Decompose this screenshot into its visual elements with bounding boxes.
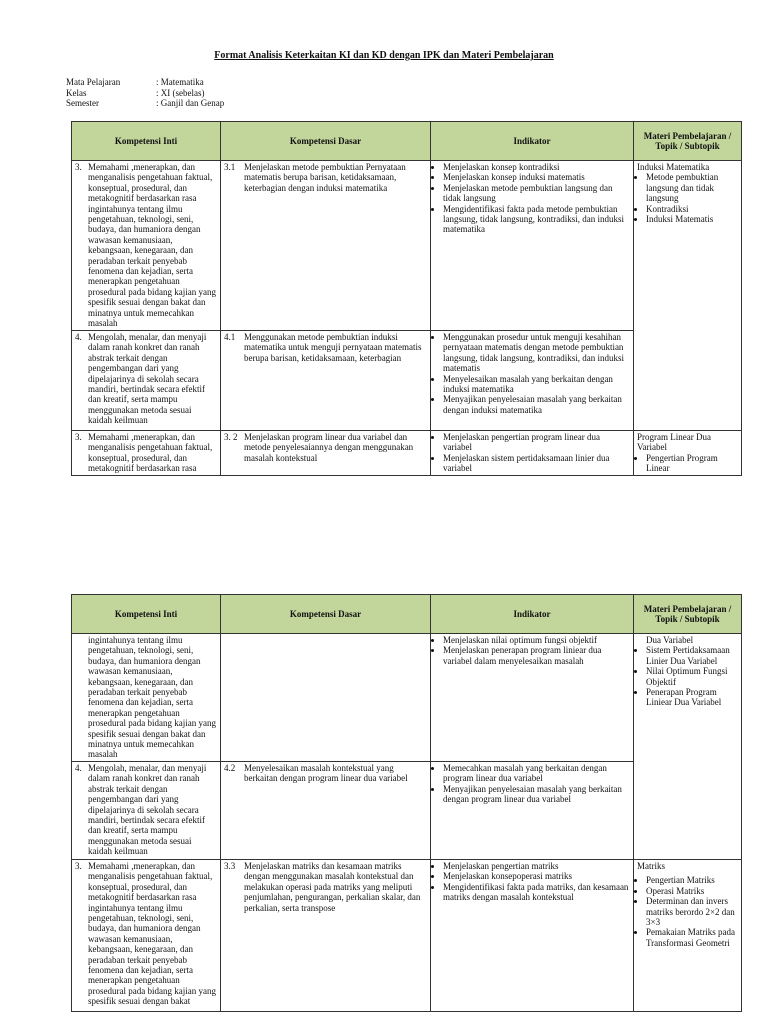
table-row [72, 634, 742, 762]
indikator-item: • Menjelaskan pengertian program linear dua variabel [443, 432, 630, 453]
materi-item: • Kontradiksi [646, 204, 738, 214]
header-materi: Materi Pembelajaran / Topik / Subtopik [634, 595, 742, 634]
table-row [72, 431, 742, 476]
header-kompetensi-inti: Kompetensi Inti [72, 122, 221, 161]
analysis-table-1 [71, 121, 742, 476]
kd-number: 3.3 [224, 861, 236, 871]
ki-number: 4. [75, 763, 82, 773]
ki-text: Memahami ,menerapkan, dan menganalisis pengetahuan faktual, konseptual, prosedural, dan metakognitif berdasarkan rasa [88, 432, 213, 474]
header-indikator: Indikator [431, 122, 634, 161]
kd-number: 3. 2 [224, 432, 238, 442]
ki-cell [72, 762, 221, 860]
ki-number: 4. [75, 332, 82, 342]
header-kompetensi-dasar: Kompetensi Dasar [221, 595, 431, 634]
indikator-item: • Menjelaskan sistem pertidaksamaan linier dua variabel [443, 453, 630, 474]
indikator-item: • Menyelesaikan masalah yang berkaitan dengan induksi matematika [443, 374, 630, 395]
indikator-item: • Menjelaskan konsep induksi matematis [443, 172, 630, 182]
indikator-cell [431, 431, 634, 476]
materi-item: • Metode pembuktian langsung dan tidak langsung [646, 172, 738, 203]
materi-item: • Nilai Optimum Fungsi Objektif [646, 666, 738, 687]
header-kompetensi-dasar: Kompetensi Dasar [221, 122, 431, 161]
indikator-cell [431, 762, 634, 860]
indikator-item: • Mengidentifikasi fakta pada matriks, dan kesamaan matriks dengan masalah kontekstual [443, 882, 630, 903]
meta-value: : XI (sebelas) [156, 87, 205, 98]
ki-cell [72, 431, 221, 476]
materi-item: • Induksi Matematis [646, 214, 738, 224]
header-materi: Materi Pembelajaran / Topik / Subtopik [634, 122, 742, 161]
indikator-item: • Menjelaskan pengertian matriks [443, 861, 630, 871]
kd-text: Menggunakan metode pembuktian induksi matematika untuk menguji pernyataan matematis berupa barisan, ketidaksamaan, keterbagian [244, 332, 422, 363]
kd-text: Menjelaskan program linear dua variabel dan metode penyelesaiannya dengan menggunakan masalah kontekstual [244, 432, 414, 463]
table-row [72, 161, 742, 331]
meta-label: Kelas [66, 87, 87, 98]
indikator-item: • Menjelaskan konsepoperasi matriks [443, 871, 630, 881]
indikator-cell [431, 331, 634, 431]
meta-row-subject [66, 77, 366, 88]
materi-item: • Pemakaian Matriks pada Transformasi Geometri [646, 927, 738, 948]
header-indikator: Indikator [431, 595, 634, 634]
ki-text: Memahami ,menerapkan, dan menganalisis pengetahuan faktual, konseptual, prosedural, dan metakognitif berdasarkan rasa ingintahunya tentang ilmu pengetahuan, teknologi, seni, budaya, dan humaniora dengan wawasan kemanusiaan, kebangsaan, kenegaraan, dan peradaban terkait penyebab fenomena dan kejadian, serta menerapkan pengetahuan prosedural pada bidang kajian yang spesifik sesuai dengan bakat dan minatnya untuk memecahkan masalah [88, 162, 216, 329]
kd-text: Menjelaskan metode pembuktian Pernyataan matematis berupa barisan, ketidaksamaan, keterbagian dengan induksi matematika [244, 162, 406, 193]
materi-cell [634, 860, 742, 1012]
ki-cell [72, 860, 221, 1012]
kd-number: 4.1 [224, 332, 236, 342]
indikator-cell [431, 860, 634, 1012]
document-title: Format Analisis Keterkaitan KI dan KD dengan IPK dan Materi Pembelajaran [214, 50, 554, 61]
subject-info [66, 77, 366, 109]
meta-value: : Matematika [156, 77, 204, 87]
indikator-item: • Menyajikan penyelesaian masalah yang berkaitan dengan program linear dua variabel [443, 784, 630, 805]
meta-value: : Ganjil dan Genap [156, 98, 225, 108]
kd-cell [221, 161, 431, 331]
table-header-row [72, 595, 742, 634]
kd-cell [221, 860, 431, 1012]
kd-cell [221, 431, 431, 476]
ki-text: ingintahunya tentang ilmu pengetahuan, teknologi, seni, budaya, dan humaniora dengan wawasan kemanusiaan, kebangsaan, kenegaraan, dan peradaban terkait penyebab fenomena dan kejadian, serta menerapkan pengetahuan prosedural pada bidang kajian yang spesifik sesuai dengan bakat dan minatnya untuk memecahkan masalah [88, 635, 216, 760]
kd-text: Menjelaskan matriks dan kesamaan matriks dengan menggunakan masalah kontekstual dan melakukan operasi pada matriks yang meliputi penjumlahan, pengurangan, perkalian skalar, dan perkalian, serta transpose [244, 861, 421, 913]
ki-number: 3. [75, 162, 82, 172]
materi-continuation: Dua Variabel [646, 635, 694, 645]
kd-number: 3.1 [224, 162, 236, 172]
kd-text: Menyelesaikan masalah kontekstual yang berkaitan dengan program linear dua variabel [244, 763, 408, 784]
meta-label: Mata Pelajaran [66, 77, 121, 87]
indikator-item: • Memecahkan masalah yang berkaitan dengan program linear dua variabel [443, 763, 630, 784]
ki-text: Mengolah, menalar, dan menyaji dalam ranah konkret dan ranah abstrak terkait dengan pengembangan dari yang dipelajarinya di sekolah secara mandiri, bertindak secara efektif dan kreatif, serta mampu menggunakan metoda sesuai kaidah keilmuan [88, 332, 207, 426]
ki-number: 3. [75, 861, 82, 871]
kd-number: 4.2 [224, 763, 236, 773]
ki-cell [72, 331, 221, 431]
materi-item: • Sistem Pertidaksamaan Linier Dua Variabel [646, 645, 738, 666]
table-header-row [72, 122, 742, 161]
kd-cell [221, 634, 431, 762]
indikator-cell [431, 161, 634, 331]
meta-row-semester [66, 98, 366, 109]
materi-cell [634, 431, 742, 476]
indikator-item: • Menggunakan prosedur untuk menguji kesahihan pernyataan matematis dengan metode pembuktian langsung, tidak langsung, kontradiksi, dan induksi matematis [443, 332, 630, 374]
ki-text: Mengolah, menalar, dan menyaji dalam ranah konkret dan ranah abstrak terkait dengan pengembangan dari yang dipelajarinya di sekolah secara mandiri, bertindak secara efektif dan kreatif, serta mampu menggunakan metoda sesuai kaidah keilmuan [88, 763, 207, 857]
materi-heading: Induksi Matematika [637, 162, 710, 172]
materi-item: • Operasi Matriks [646, 886, 738, 896]
ki-cell [72, 634, 221, 762]
indikator-item: • Menjelaskan penerapan program liniear dua variabel dalam menyelesaikan masalah [443, 645, 630, 666]
materi-heading: Matriks [637, 861, 665, 871]
kd-cell [221, 331, 431, 431]
analysis-table-2 [71, 594, 742, 1012]
materi-cell [634, 161, 742, 431]
meta-label: Semester [66, 98, 99, 108]
kd-cell [221, 762, 431, 860]
materi-item: • Pengertian Matriks [646, 875, 738, 885]
meta-row-class [66, 88, 366, 99]
indikator-item: • Menjelaskan konsep kontradiksi [443, 162, 630, 172]
indikator-item: • Mengidentifikasi fakta pada metode pembuktian langsung, tidak langsung, kontradiksi, dan induksi matematika [443, 204, 630, 235]
table-row [72, 860, 742, 1012]
ki-cell [72, 161, 221, 331]
materi-cell [634, 634, 742, 860]
ki-number: 3. [75, 432, 82, 442]
materi-item: • Determinan dan invers matriks berordo 2×2 dan 3×3 [646, 896, 738, 927]
indikator-item: • Menyajikan penyelesaian masalah yang berkaitan dengan induksi matematika [443, 394, 630, 415]
ki-text: Memahami ,menerapkan, dan menganalisis pengetahuan faktual, konseptual, prosedural, dan metakognitif berdasarkan rasa ingintahunya tentang ilmu pengetahuan, teknologi, seni, budaya, dan humaniora dengan wawasan kemanusiaan, kebangsaan, kenegaraan, dan peradaban terkait penyebab fenomena dan kejadian, serta menerapkan pengetahuan prosedural pada bidang kajian yang spesifik sesuai dengan bakat [88, 861, 216, 1007]
materi-heading: Program Linear Dua Variabel [637, 432, 711, 453]
indikator-item: • Menjelaskan metode pembuktian langsung dan tidak langsung [443, 183, 630, 204]
materi-item: • Penerapan Program Liniear Dua Variabel [646, 687, 738, 708]
materi-item: • Pengertian Program Linear [646, 453, 738, 474]
header-kompetensi-inti: Kompetensi Inti [72, 595, 221, 634]
indikator-item: • Menjelaskan nilai optimum fungsi objektif [443, 635, 630, 645]
indikator-cell [431, 634, 634, 762]
